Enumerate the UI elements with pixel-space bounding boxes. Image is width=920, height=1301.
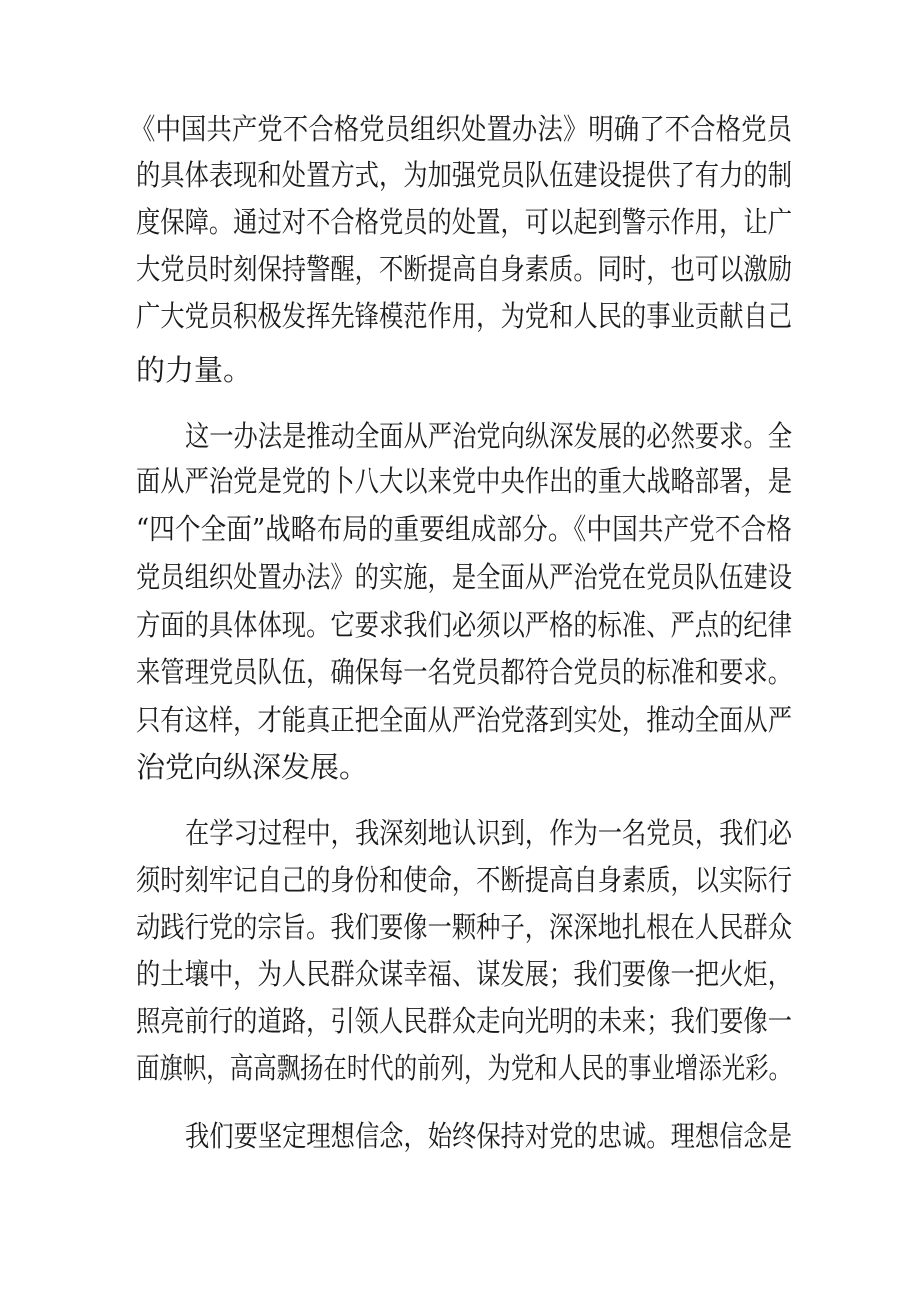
text-line: 党员组织处置办法》的实施，是全面从严治党在党员队伍建设	[136, 560, 792, 594]
text-line: 的力量。	[136, 353, 253, 387]
paragraph-2-line-2	[0, 458, 920, 504]
text-line: 治党向纵深发展。	[136, 750, 369, 784]
text-line: 在学习过程中，我深刻地认识到，作为一名党员，我们必	[185, 816, 792, 850]
paragraph-3-line-3	[0, 904, 920, 950]
paragraph-1-line-3	[0, 199, 920, 245]
paragraph-1-line-5	[0, 293, 920, 339]
paragraph-1-line-1	[0, 106, 920, 152]
paragraph-2-line-3	[0, 506, 920, 552]
paragraph-3-line-6	[0, 1045, 920, 1091]
text-line: 度保障。通过对不合格党员的处置，可以起到警示作用，让广	[136, 205, 792, 239]
text-line: 面旗帜，高高飘扬在时代的前列，为党和人民的事业增添光彩。	[136, 1051, 792, 1085]
paragraph-1-line-2	[0, 152, 920, 198]
text-line: 的具体表现和处置方式，为加强党员队伍建设提供了有力的制	[136, 158, 792, 192]
paragraph-2-line-6	[0, 649, 920, 695]
text-line: 大党员时刻保持警醒，不断提高自身素质。同时，也可以激励	[136, 252, 792, 286]
text-line: 只有这样，才能真正把全面从严治党落到实处，推动全面从严	[136, 703, 792, 737]
text-line: 照亮前行的道路，引领人民群众走向光明的未来；我们要像一	[136, 1004, 792, 1038]
text-line: 面从严治党是党的卜八大以来党中央作出的重大战略部署，是	[136, 464, 792, 498]
paragraph-2-line-8	[0, 744, 920, 790]
text-line: 我们要坚定理想信念，始终保持对党的忠诚。理想信念是	[185, 1119, 792, 1153]
text-line: 须时刻牢记自己的身份和使命，不断提高自身素质，以实际行	[136, 863, 792, 897]
text-line: 方面的具体体现。它要求我们必须以严格的标准、严点的纪律	[136, 608, 792, 642]
paragraph-3-line-2	[0, 857, 920, 903]
text-line: 的土壤中，为人民群众谋幸福、谋发展；我们要像一把火炬，	[136, 957, 792, 991]
paragraph-1-line-6	[0, 347, 920, 393]
text-line: “四个全面”战略布局的重要组成部分。《中国共产党不合格	[136, 512, 792, 546]
paragraph-1-line-4	[0, 246, 920, 292]
text-line: 动践行党的宗旨。我们要像一颗种子，深深地扎根在人民群众	[136, 910, 792, 944]
paragraph-2-line-4	[0, 554, 920, 600]
paragraph-4-line-1	[0, 1113, 920, 1159]
paragraph-3-line-1	[0, 810, 920, 856]
paragraph-3-line-4	[0, 951, 920, 997]
paragraph-2-line-5	[0, 602, 920, 648]
paragraph-2-line-1	[0, 413, 920, 459]
text-line: 《中国共产党不合格党员组织处置办法》明确了不合格党员	[130, 112, 792, 146]
text-line: 这一办法是推动全面从严治党向纵深发展的必然要求。全	[185, 419, 792, 453]
paragraph-3-line-5	[0, 998, 920, 1044]
text-line: 广大党员积极发挥先锋模范作用，为党和人民的事业贡献自己	[136, 299, 792, 333]
paragraph-2-line-7	[0, 697, 920, 743]
text-line: 来管理党员队伍，确保每一名党员都符合党员的标准和要求。	[136, 655, 792, 689]
